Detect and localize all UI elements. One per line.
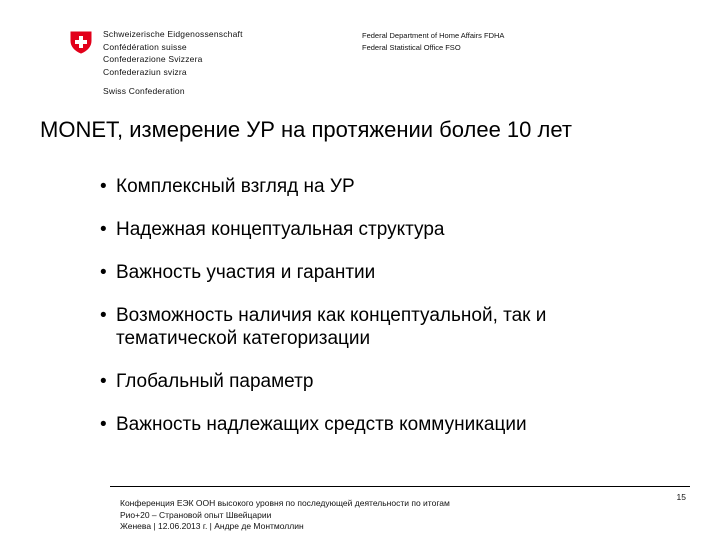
bullet-text: Глобальный параметр (116, 371, 314, 392)
confederation-name-rm: Confederaziun svizra (103, 66, 187, 77)
bullet-item (100, 261, 660, 284)
department-info (362, 30, 504, 54)
confederation-name-fr: Confédération suisse (103, 41, 187, 52)
bullet-icon: • (100, 305, 107, 326)
confederation-name-it: Confederazione Svizzera (103, 54, 203, 64)
slide-title: MONET, измерение УР на протяжении более 10 лет (40, 117, 572, 142)
swiss-coat-of-arms-icon (69, 30, 93, 54)
bullet-item (100, 304, 660, 350)
office-name: Federal Statistical Office FSO (362, 43, 461, 52)
bullet-icon: • (100, 176, 107, 197)
bullet-item (100, 218, 660, 241)
footer-line-place-date: Женева | 12.06.2013 г. | Андре де Монтмоллин (120, 521, 304, 531)
page-number: 15 (676, 492, 686, 502)
bullet-icon: • (100, 414, 107, 435)
bullet-text: Надежная концептуальная структура (116, 219, 445, 240)
bullet-text: Важность участия и гарантии (116, 262, 376, 283)
bullet-icon: • (100, 371, 107, 392)
bullet-icon: • (100, 262, 107, 283)
bullet-list (100, 175, 660, 456)
footer-line-conference: Конференция ЕЭК ООН высокого уровня по последующей деятельности по итогам (120, 498, 450, 508)
confederation-names (103, 28, 243, 98)
bullet-text: Важность надлежащих средств коммуникации (116, 414, 527, 435)
footer-line-topic: Рио+20 – Страновой опыт Швейцарии (120, 509, 272, 520)
bullet-icon: • (100, 219, 107, 240)
bullet-item (100, 175, 660, 198)
confederation-name-en: Swiss Confederation (103, 86, 185, 96)
confederation-name-de: Schweizerische Eidgenossenschaft (103, 29, 243, 39)
bullet-item (100, 370, 660, 393)
department-name: Federal Department of Home Affairs FDHA (362, 31, 505, 40)
bullet-text: Комплексный взгляд на УР (116, 176, 355, 197)
bullet-text: Возможность наличия как концептуальной, так и тематической категоризации (116, 305, 547, 349)
footer-text (120, 498, 450, 533)
footer-divider (110, 486, 690, 487)
bullet-item (100, 413, 660, 436)
